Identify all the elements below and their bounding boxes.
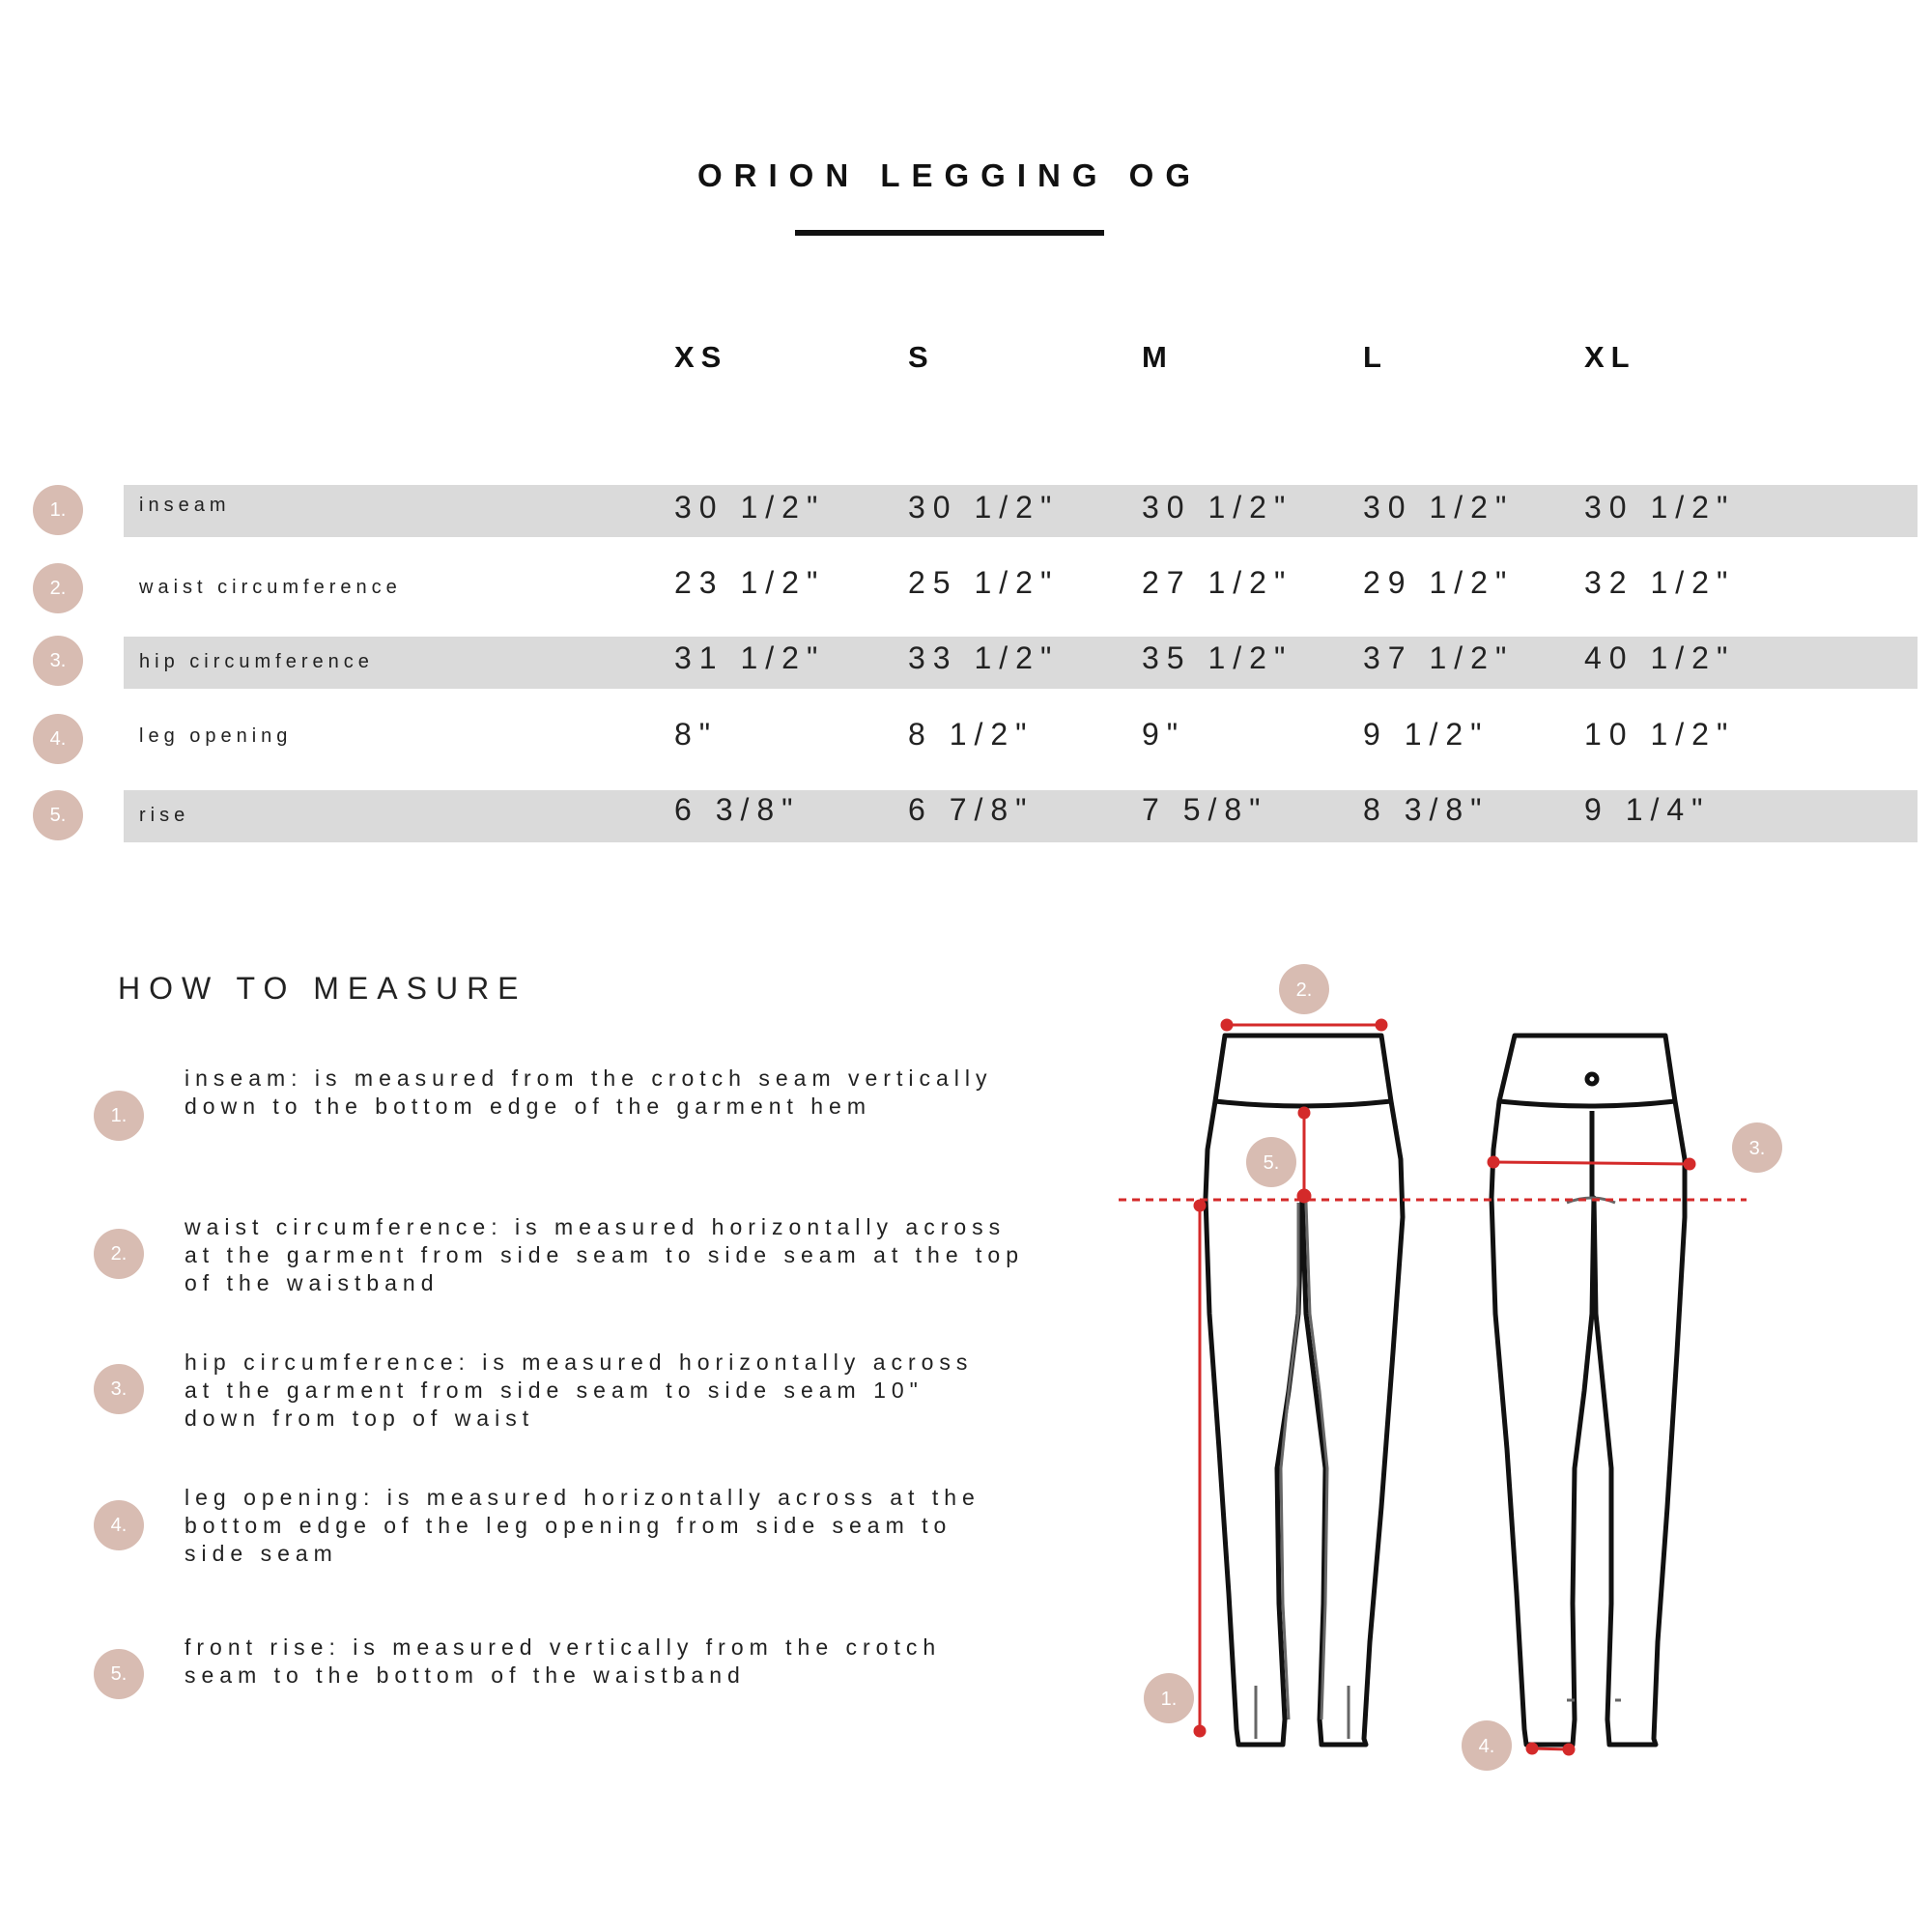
front-legging-seams: [1256, 1203, 1349, 1739]
size-header-m: M: [1142, 340, 1174, 374]
diagram-badge-waist: [1279, 964, 1329, 1014]
row-number-badge: 1.: [33, 485, 83, 535]
row-number-badge: 2.: [33, 563, 83, 613]
how-to-measure-heading: HOW TO MEASURE: [118, 971, 527, 1006]
instruction-inseam: inseam: is measured from the crotch seam vertically down to the bottom edge of the garment hem: [185, 1065, 993, 1119]
diagram-label-3: 3.: [1748, 1138, 1766, 1159]
table-cell: 37 1/2": [1363, 640, 1515, 675]
diagram-label-5: 5.: [1263, 1152, 1280, 1174]
table-cell: 10 1/2": [1584, 717, 1736, 752]
table-cell: 27 1/2": [1142, 565, 1293, 600]
row-label-hip: hip circumference: [139, 651, 374, 672]
diagram-badge-inseam: [1144, 1673, 1194, 1723]
table-cell: 9 1/4": [1584, 792, 1711, 827]
row-label-rise: rise: [139, 805, 190, 826]
row-label-waist: waist circumference: [139, 577, 402, 598]
size-header-xs: XS: [674, 340, 728, 374]
size-header-l: L: [1363, 340, 1388, 374]
instruction-leg-opening: leg opening: is measured horizontally across at the bottom edge of the leg opening from side seam to side seam: [185, 1485, 980, 1566]
instruction-number-badge: 5.: [94, 1649, 144, 1699]
row-number-badge: 3.: [33, 636, 83, 686]
diagram-label-1: 1.: [1160, 1689, 1178, 1710]
size-header-s: S: [908, 340, 935, 374]
page-title: ORION LEGGING OG: [696, 157, 1203, 193]
row-label-leg-opening: leg opening: [139, 725, 293, 747]
table-cell: 8": [674, 717, 719, 752]
table-cell: 30 1/2": [908, 490, 1060, 525]
instruction-number-badge: 1.: [94, 1091, 144, 1141]
table-cell: 33 1/2": [908, 640, 1060, 675]
table-cell: 6 7/8": [908, 792, 1035, 827]
table-cell: 7 5/8": [1142, 792, 1268, 827]
diagram-label-2: 2.: [1295, 980, 1313, 1001]
diagram-badge-leg-opening: [1462, 1720, 1512, 1771]
hip-measure-line: [1493, 1162, 1690, 1164]
table-cell: 9 1/2": [1363, 717, 1490, 752]
table-cell: 23 1/2": [674, 565, 826, 600]
table-cell: 30 1/2": [1363, 490, 1515, 525]
back-legging-outline: [1492, 1036, 1685, 1745]
table-cell: 8 1/2": [908, 717, 1035, 752]
table-cell: 9": [1142, 717, 1186, 752]
table-cell: 6 3/8": [674, 792, 801, 827]
instruction-hip: hip circumference: is measured horizontally across at the garment from side seam to side seam 10" down from top of waist: [185, 1350, 974, 1431]
table-cell: 32 1/2": [1584, 565, 1736, 600]
table-cell: 25 1/2": [908, 565, 1060, 600]
row-number-badge: 5.: [33, 790, 83, 840]
instruction-number-badge: 3.: [94, 1364, 144, 1414]
table-cell: 8 3/8": [1363, 792, 1490, 827]
table-cell: 30 1/2": [1142, 490, 1293, 525]
table-cell: 29 1/2": [1363, 565, 1515, 600]
table-cell: 30 1/2": [1584, 490, 1736, 525]
diagram-badge-rise: [1246, 1137, 1296, 1187]
instruction-waist: waist circumference: is measured horizontally across at the garment from side seam to side seam at the top of the waistband: [185, 1214, 1025, 1295]
diagram-badge-hip: [1732, 1122, 1782, 1173]
instruction-rise: front rise: is measured vertically from the crotch seam to the bottom of the waistband: [185, 1634, 942, 1688]
table-cell: 31 1/2": [674, 640, 826, 675]
size-header-xl: XL: [1584, 340, 1636, 374]
table-cell: 35 1/2": [1142, 640, 1293, 675]
row-number-badge: 4.: [33, 714, 83, 764]
instruction-number-badge: 2.: [94, 1229, 144, 1279]
diagram-label-4: 4.: [1478, 1736, 1495, 1757]
table-cell: 40 1/2": [1584, 640, 1736, 675]
table-cell: 30 1/2": [674, 490, 826, 525]
instruction-number-badge: 4.: [94, 1500, 144, 1550]
row-label-inseam: inseam: [139, 495, 231, 516]
